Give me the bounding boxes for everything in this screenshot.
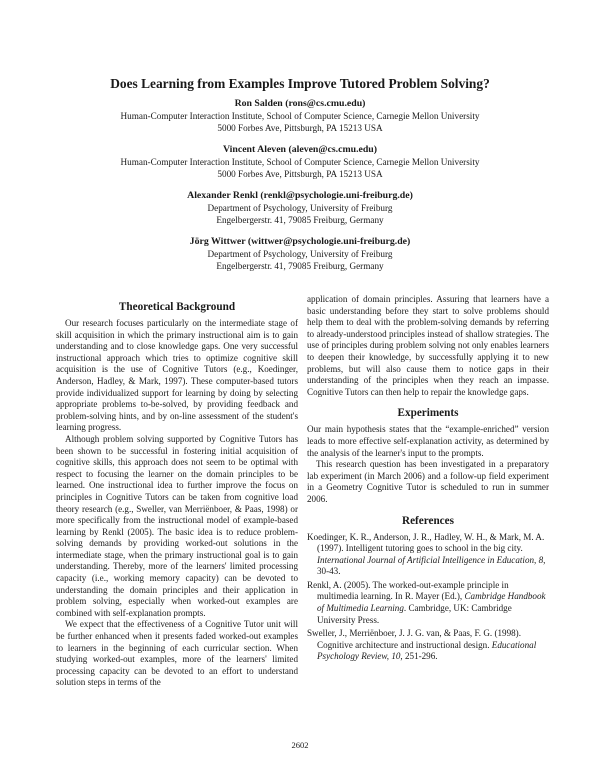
author-address: Engelbergerstr. 41, 79085 Freiburg, Germany	[216, 215, 384, 225]
author-block	[0, 98, 600, 134]
section-heading-experiments: Experiments	[397, 407, 459, 420]
author-address: 5000 Forbes Ave, Pittsburgh, PA 15213 USA	[217, 169, 383, 179]
right-column	[307, 294, 549, 665]
author-block	[0, 236, 600, 272]
paragraph: Although problem solving supported by Cognitive Tutors has been shown to be successful in fostering initial acquisition of cognitive skills, this approach does not seem to be optimal with respect to focusing the learner on the domain principles to be learned. One instructional idea to further improve the focus on principles in Cognitive Tutors can be taken from cognitive load theory research (e.g., Sweller, van Merriënboer, & Paas, 1998) or more specifically from the instructional model of example-based learning by Renkl (2005). The basic idea is to reduce problem-solving demands by providing worked-out solutions in the intermediate stage, when the primary instructional goal is to gain understanding. Thereby, more of the learners' limited processing capacity (i.e., working memory capacity) can be devoted to understanding the domain principles and their application in problem solving, especially when worked-out examples are combined with self-explanation prompts.	[56, 433, 298, 618]
paragraph: application of domain principles. Assuring that learners have a basic understanding before they start to solve problems should help them to deal with the problem-solving demands by referring to already-understood principles instead of shallow strategies. The use of principles during problem solving not only enables learners to deepen their knowledge, by successfully applying it to new problems, but will also cause them to notice gaps in their understanding of the principles when they reach an impasse. Cognitive Tutors can then help to repair the knowledge gaps.	[307, 294, 549, 397]
author-name: Jörg Wittwer (wittwer@psychologie.uni-freiburg.de)	[189, 236, 411, 247]
author-affiliation: Human-Computer Interaction Institute, School of Computer Science, Carnegie Mellon University	[120, 157, 480, 167]
left-column	[56, 300, 298, 689]
author-name: Vincent Aleven (aleven@cs.cmu.edu)	[222, 144, 378, 155]
paragraph: Our main hypothesis states that the “example-enriched” version leads to more effective self-explanation activity, as determined by the analysis of the learner's input to the prompts.	[307, 424, 549, 458]
author-affiliation: Human-Computer Interaction Institute, School of Computer Science, Carnegie Mellon University	[120, 111, 480, 121]
author-block	[0, 190, 600, 226]
page-number: 2602	[291, 740, 309, 750]
author-address: Engelbergerstr. 41, 79085 Freiburg, Germany	[216, 261, 384, 271]
author-name: Ron Salden (rons@cs.cmu.edu)	[234, 98, 366, 109]
author-affiliation: Department of Psychology, University of Freiburg	[207, 203, 393, 213]
reference-item: Koedinger, K. R., Anderson, J. R., Hadley, W. H., & Mark, M. A. (1997). Intelligent tutoring goes to school in the big city. International Journal of Artificial Intelligence in Education, 8, 30-43.	[307, 531, 546, 577]
reference-item: Sweller, J., Merriënboer, J. J. G. van, & Paas, F. G. (1998). Cognitive architecture and instructional design. Educational Psychology Review, 10, 251-296.	[307, 628, 537, 662]
paragraph: We expect that the effectiveness of a Cognitive Tutor unit will be further enhanced when it presents faded worked-out examples to learners in the beginning of each curricular section. When studying worked-out examples, more of the learners' limited processing capacity can be devoted to an effort to understand solution steps in terms of the	[56, 619, 298, 688]
section-heading-background: Theoretical Background	[118, 301, 236, 313]
author-name: Alexander Renkl (renkl@psychologie.uni-freiburg.de)	[187, 190, 413, 201]
section-heading-references: References	[402, 514, 454, 527]
author-affiliation: Department of Psychology, University of Freiburg	[207, 249, 393, 259]
paper-title: Does Learning from Examples Improve Tutored Problem Solving?	[110, 76, 490, 91]
author-block	[0, 144, 600, 180]
author-address: 5000 Forbes Ave, Pittsburgh, PA 15213 USA	[217, 123, 383, 133]
reference-item: Renkl, A. (2005). The worked-out-example principle in multimedia learning. In R. Mayer (Ed.), Cambridge Handbook of Multimedia Learning. Cambridge, UK: Cambridge University Press.	[307, 579, 546, 625]
paragraph: This research question has been investigated in a preparatory lab experiment (in March 2006) and a follow-up field experiment in a Geometry Cognitive Tutor is scheduled to run in summer 2006.	[307, 459, 549, 504]
paragraph: Our research focuses particularly on the intermediate stage of skill acquisition in which the primary instructional aim is to gain understanding and to close knowledge gaps. One very successful instructional approach which tries to optimize cognitive skill acquisition is the use of Cognitive Tutors (e.g., Koedinger, Anderson, Hadley, & Mark, 1997). These computer-based tutors provide individualized support for learning by doing by selecting appropriate problems to-be-solved, by providing feedback and problem-solving hints, and by on-line assessment of the student's learning progress.	[56, 318, 298, 433]
